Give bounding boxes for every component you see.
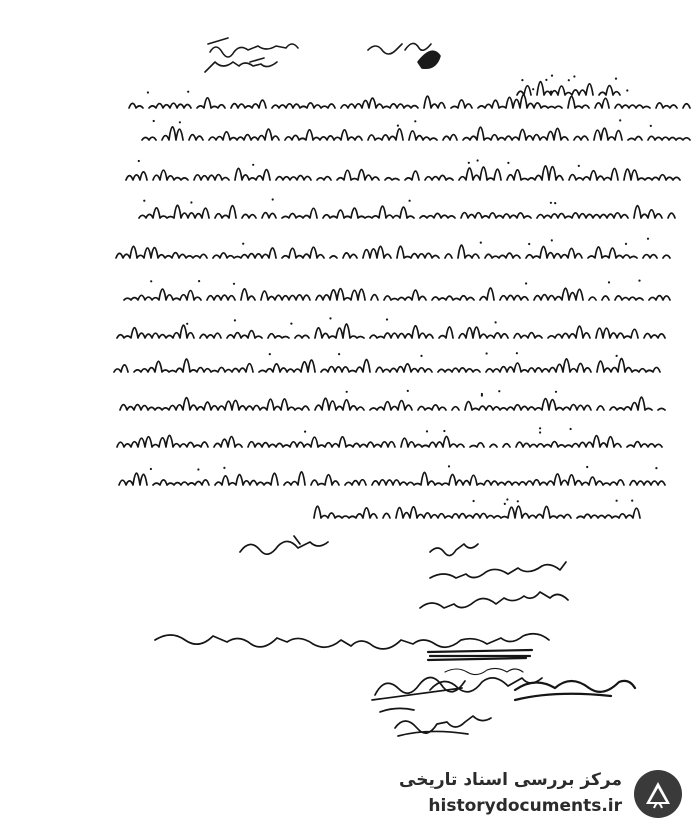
letter-dot: [198, 280, 200, 282]
letter-dot: [407, 390, 409, 392]
letter-dot: [477, 159, 479, 161]
header-date-strokes: [205, 58, 277, 72]
letter-dot: [197, 468, 199, 470]
letter-dot: [650, 125, 652, 127]
letter-dot: [190, 201, 192, 203]
letter-dot: [473, 500, 475, 502]
letter-dot: [551, 75, 553, 77]
letter-dot: [616, 500, 618, 502]
letter-dot: [304, 431, 306, 433]
letter-dot: [187, 91, 189, 93]
letter-dot: [234, 319, 236, 321]
letter-dot: [655, 467, 657, 469]
letter-dot: [150, 280, 152, 282]
recipient-line-3: [420, 592, 568, 608]
recipient-line-2: [430, 562, 566, 578]
letter-dot: [532, 88, 534, 90]
letter-dot: [498, 390, 500, 392]
letter-dot: [426, 430, 428, 432]
page-mark-icon: [418, 51, 440, 68]
letter-dot: [521, 79, 523, 81]
letter-dot: [443, 430, 445, 432]
letter-dot: [578, 165, 580, 167]
letter-dot: [615, 78, 617, 80]
letter-dot: [272, 198, 274, 200]
signature-right-strokes: [240, 536, 328, 554]
letter-dot: [186, 323, 188, 325]
margin-note-strokes: [155, 634, 549, 649]
letter-dot: [233, 283, 235, 285]
letter-dot: [397, 125, 399, 127]
letter-dot: [414, 120, 416, 122]
letter-dot: [550, 91, 552, 93]
handwritten-line-8: [117, 324, 665, 338]
letter-dot: [586, 466, 588, 468]
body-text-strokes: [114, 75, 690, 519]
letter-dot: [386, 318, 388, 320]
letter-dot: [504, 503, 506, 505]
letter-dot: [528, 243, 530, 245]
handwritten-line-2: [129, 95, 690, 108]
handwritten-line-11: [117, 435, 662, 447]
page-number-strokes: [368, 43, 431, 54]
letter-dot: [486, 352, 488, 354]
handwritten-line-10: [120, 397, 665, 410]
letter-dot: [619, 119, 621, 121]
letter-dot: [608, 281, 610, 283]
letter-dot: [570, 428, 572, 430]
header-number-strokes: [208, 38, 298, 57]
letter-dot: [507, 162, 509, 164]
letter-dot: [481, 393, 483, 395]
letter-dot: [555, 391, 557, 393]
letter-dot: [179, 121, 181, 123]
letter-dot: [138, 160, 140, 162]
letter-dot: [143, 200, 145, 202]
book-feather-logo-icon: [632, 768, 684, 820]
letter-dot: [550, 202, 552, 204]
letter-dot: [625, 243, 627, 245]
letter-dot: [468, 162, 470, 164]
handwritten-line-9: [114, 359, 660, 373]
handwritten-line-1: [517, 82, 620, 95]
handwritten-line-13: [314, 506, 640, 518]
letter-dot: [506, 498, 508, 500]
letter-dot: [631, 500, 633, 502]
letter-dot: [329, 317, 331, 319]
letter-dot: [147, 91, 149, 93]
letter-dot: [616, 355, 618, 357]
letter-dot: [626, 89, 628, 91]
letter-dot: [223, 467, 225, 469]
letter-dot: [150, 468, 152, 470]
letter-dot: [551, 239, 553, 241]
letter-dot: [252, 164, 254, 166]
strikethrough-mark: [428, 650, 532, 660]
letter-dot: [480, 242, 482, 244]
letter-dot: [290, 323, 292, 325]
letter-dot: [409, 200, 411, 202]
letter-dot: [338, 353, 340, 355]
letter-dot: [242, 243, 244, 245]
letter-dot: [448, 465, 450, 467]
handwritten-line-5: [139, 205, 675, 218]
letter-dot: [269, 353, 271, 355]
watermark: [400, 760, 700, 825]
watermark-url[interactable]: historydocuments.ir: [428, 796, 622, 816]
letter-dot: [638, 280, 640, 282]
letter-dot: [545, 79, 547, 81]
letter-dot: [573, 75, 575, 77]
letter-dot: [516, 352, 518, 354]
letter-dot: [539, 427, 541, 429]
letter-dot: [539, 431, 541, 433]
letter-dot: [568, 79, 570, 81]
recipient-line-1: [430, 544, 478, 556]
letter-dot: [495, 321, 497, 323]
signature-far-right-strokes: [515, 681, 635, 700]
note-under-strokes: [445, 668, 523, 674]
handwritten-line-7: [124, 288, 670, 300]
watermark-title: مرکز بررسی اسناد تاریخی: [399, 770, 622, 790]
handwritten-line-12: [119, 472, 665, 485]
letter-dot: [647, 238, 649, 240]
date-stamp-strokes: [395, 716, 491, 736]
handwritten-line-3: [142, 127, 690, 140]
letter-dot: [153, 120, 155, 122]
letter-dot: [346, 391, 348, 393]
letter-dot: [420, 355, 422, 357]
letter-dot: [517, 500, 519, 502]
handwritten-line-4: [126, 166, 680, 180]
letter-dot: [554, 202, 556, 204]
handwritten-line-6: [116, 245, 670, 258]
letter-dot: [525, 282, 527, 284]
